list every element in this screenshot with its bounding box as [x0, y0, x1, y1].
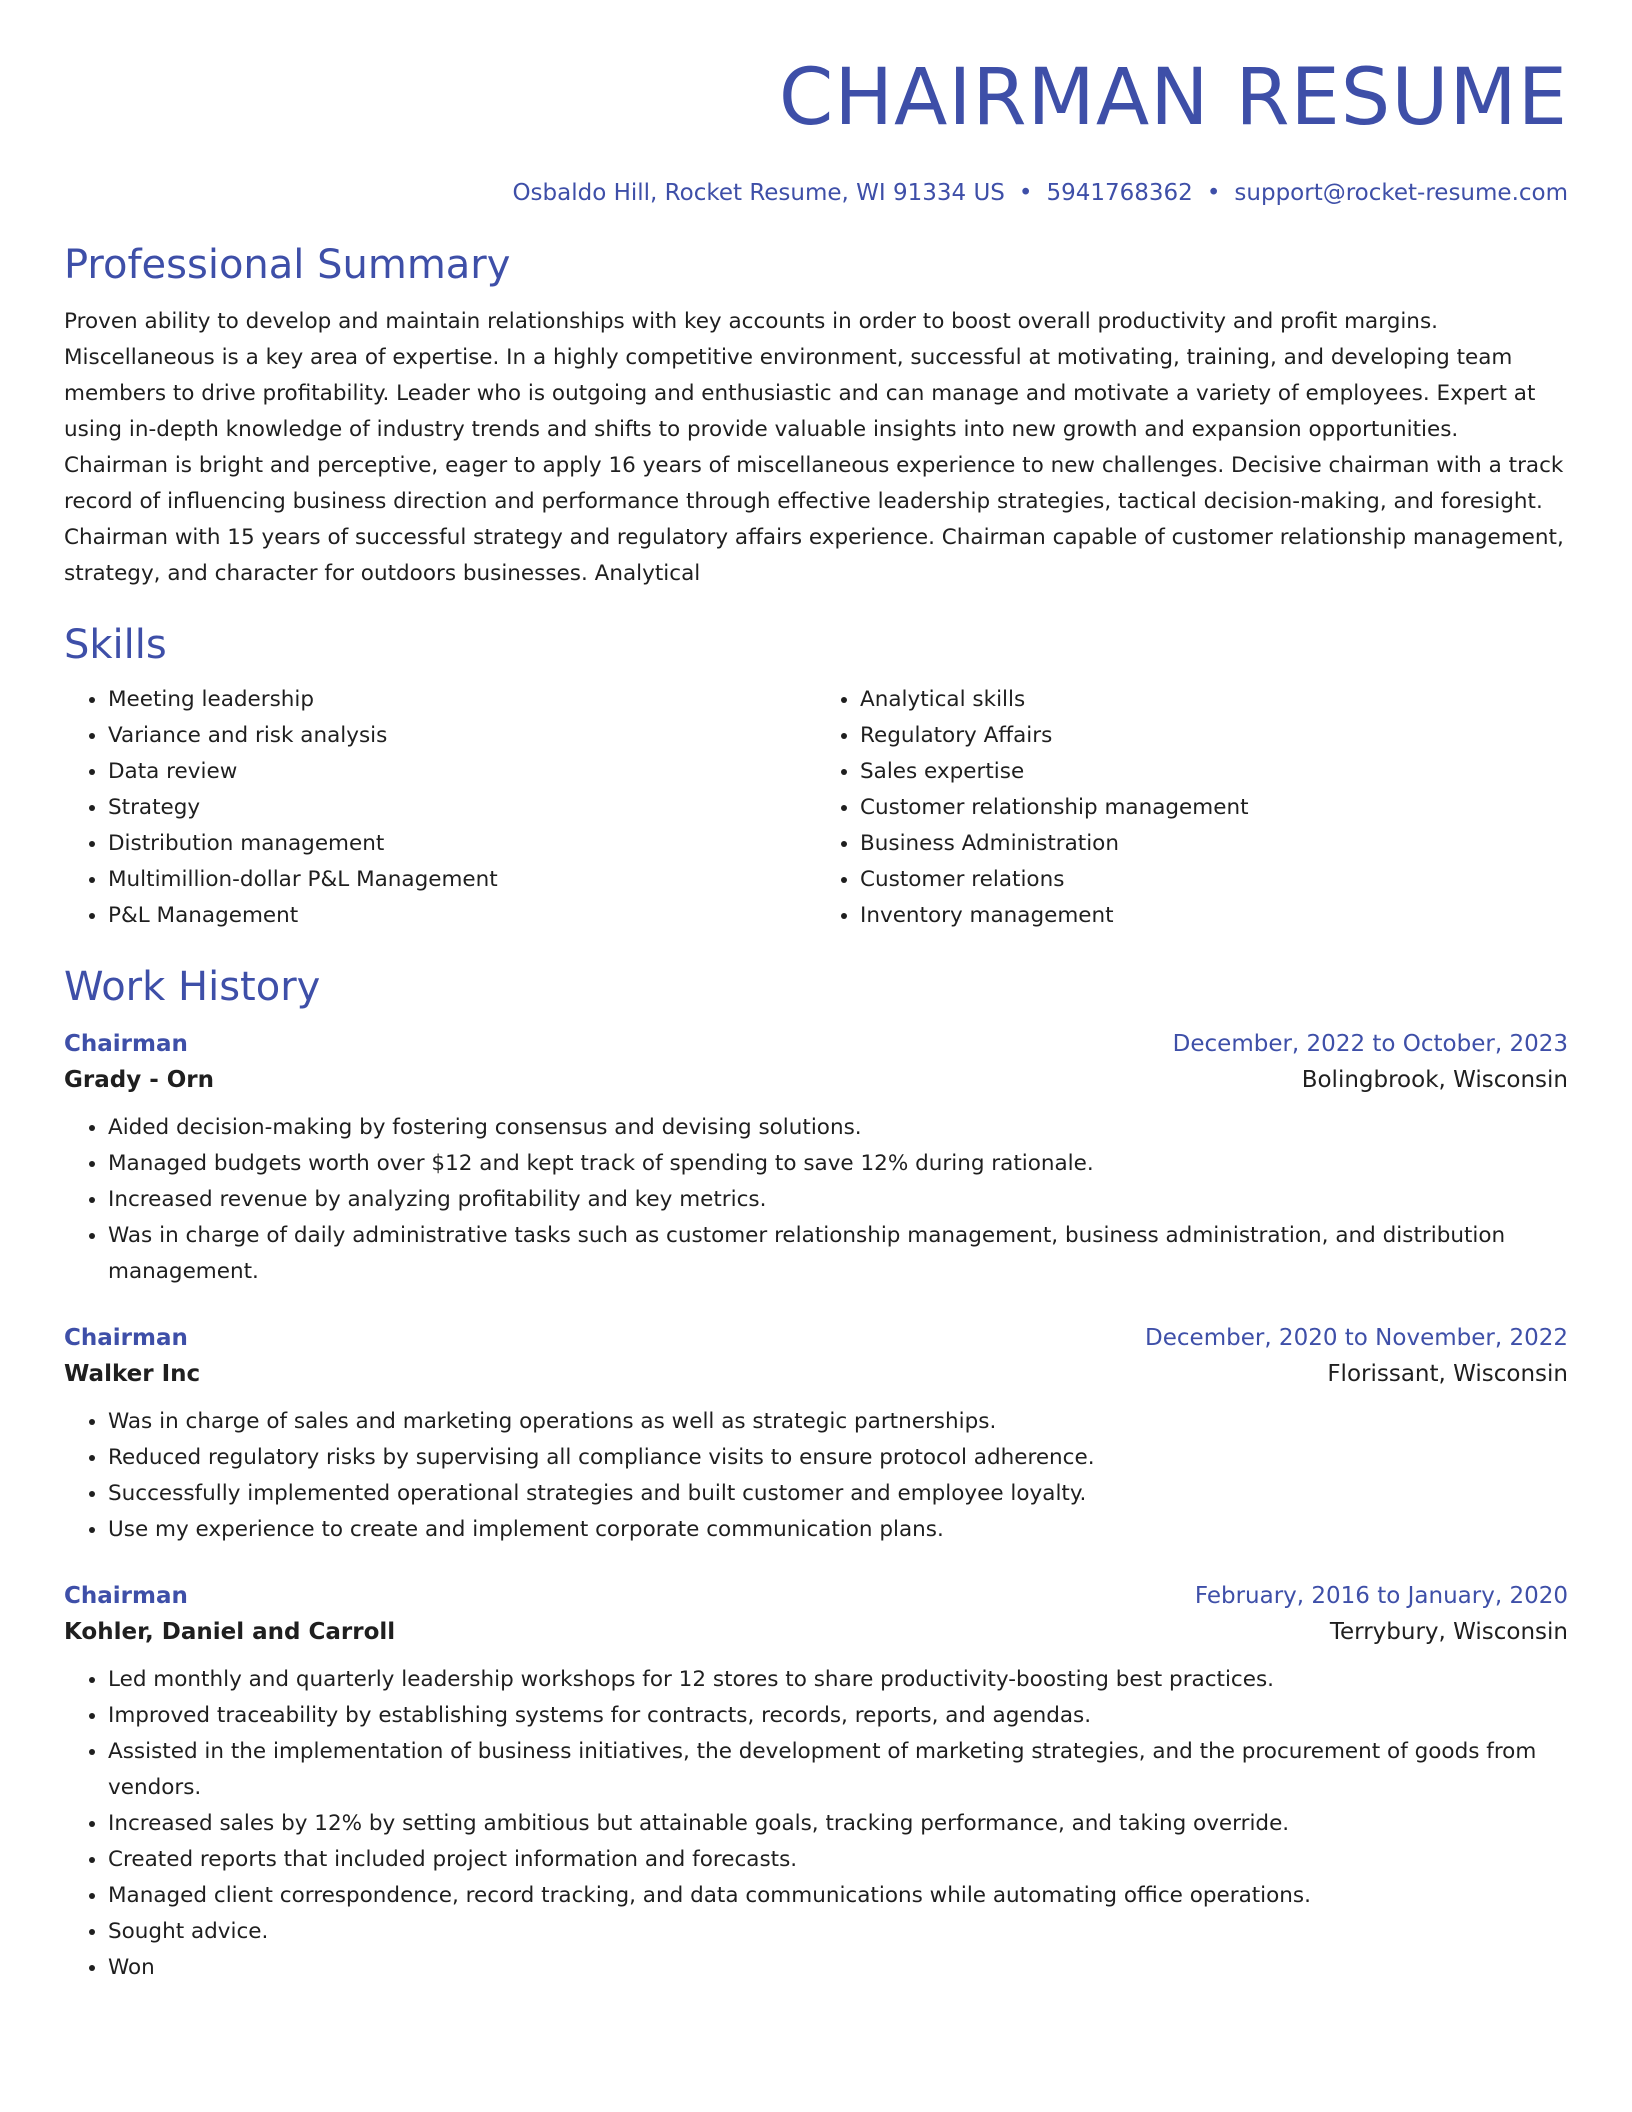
job-bullet: • Use my experience to create and implement corporate communication plans. — [108, 1512, 1568, 1548]
skill-item: • Meeting leadership — [108, 682, 816, 718]
job-bullet: • Was in charge of daily administrative tasks such as customer relationship management, business administration, and distribution management. — [108, 1218, 1568, 1290]
contact-separator: • — [1206, 180, 1221, 206]
skill-item: • Data review — [108, 754, 816, 790]
job-bullets — [64, 1662, 1568, 1986]
contact-line — [64, 178, 1568, 208]
job-company: Grady - Orn — [64, 1067, 215, 1093]
job-company-row — [64, 1614, 1568, 1650]
skill-item: • Sales expertise — [860, 754, 1568, 790]
job-bullet: • Reduced regulatory risks by supervising all compliance visits to ensure protocol adherence. — [108, 1440, 1568, 1476]
job-location: Florissant, Wisconsin — [1327, 1361, 1568, 1387]
job-entry — [64, 1578, 1568, 1986]
job-entry — [64, 1320, 1568, 1548]
skill-item: • Distribution management — [108, 826, 816, 862]
work-history-heading: Work History — [64, 964, 321, 1010]
contact-email: support@rocket-resume.com — [1234, 180, 1568, 206]
resume-title: CHAIRMAN RESUME — [778, 53, 1568, 143]
job-bullet: • Sought advice. — [108, 1914, 1568, 1950]
skills-column-right — [816, 682, 1568, 934]
job-entry — [64, 1026, 1568, 1290]
job-bullet: • Managed budgets worth over $12 and kept track of spending to save 12% during rationale. — [108, 1146, 1568, 1182]
contact-separator: • — [1018, 180, 1033, 206]
skill-item: • Customer relations — [860, 862, 1568, 898]
job-bullets — [64, 1404, 1568, 1548]
summary-text: Proven ability to develop and maintain relationships with key accounts in order to boost overall productivity and profit margins. Miscellaneous is a key area of expertise. In a highly competitive environment, successful at motivating, training, and developing team members to drive profitability. Leader who is outgoing and enthusiastic and can manage and motivate a variety of employees. Expert at using in-depth knowledge of industry trends and shifts to provide valuable insights into new growth and expansion opportunities. Chairman is bright and perceptive, eager to apply 16 years of miscellaneous experience to new challenges. Decisive chairman with a track record of influencing business direction and performance through effective leadership strategies, tactical decision-making, and foresight. Chairman with 15 years of successful strategy and regulatory affairs experience. Chairman capable of customer relationship management, strategy, and character for outdoors businesses. Analytical — [64, 309, 1564, 586]
job-bullet: • Increased sales by 12% by setting ambitious but attainable goals, tracking performance, and taking override. — [108, 1806, 1568, 1842]
job-bullet: • Successfully implemented operational strategies and built customer and employee loyalty. — [108, 1476, 1568, 1512]
contact-phone: 5941768362 — [1046, 180, 1193, 206]
skill-item: • Regulatory Affairs — [860, 718, 1568, 754]
job-bullets — [64, 1110, 1568, 1290]
job-dates: December, 2020 to November, 2022 — [1145, 1325, 1568, 1351]
job-bullet: • Won — [108, 1950, 1568, 1986]
skills-heading: Skills — [64, 622, 167, 668]
skill-item: • Inventory management — [860, 898, 1568, 934]
job-bullet: • Assisted in the implementation of business initiatives, the development of marketing strategies, and the procurement of goods from vendors. — [108, 1734, 1568, 1806]
job-header-row — [64, 1578, 1568, 1614]
job-bullet: • Created reports that included project information and forecasts. — [108, 1842, 1568, 1878]
skill-item: • Multimillion-dollar P&L Management — [108, 862, 816, 898]
job-location: Bolingbrook, Wisconsin — [1301, 1067, 1568, 1093]
job-header-row — [64, 1320, 1568, 1356]
job-role: Chairman — [64, 1031, 188, 1057]
skill-item: • P&L Management — [108, 898, 816, 934]
skill-item: • Variance and risk analysis — [108, 718, 816, 754]
skills-column-left — [64, 682, 816, 934]
job-company: Walker Inc — [64, 1361, 201, 1387]
job-bullet: • Improved traceability by establishing systems for contracts, records, reports, and agendas. — [108, 1698, 1568, 1734]
job-bullet: • Led monthly and quarterly leadership workshops for 12 stores to share productivity-boosting best practices. — [108, 1662, 1568, 1698]
job-header-row — [64, 1026, 1568, 1062]
skills-list — [64, 682, 1568, 934]
job-company: Kohler, Daniel and Carroll — [64, 1619, 396, 1645]
skill-item: • Strategy — [108, 790, 816, 826]
job-company-row — [64, 1356, 1568, 1392]
job-dates: February, 2016 to January, 2020 — [1194, 1583, 1568, 1609]
skill-item: • Analytical skills — [860, 682, 1568, 718]
job-role: Chairman — [64, 1325, 188, 1351]
job-dates: December, 2022 to October, 2023 — [1172, 1031, 1568, 1057]
job-bullet: • Was in charge of sales and marketing operations as well as strategic partnerships. — [108, 1404, 1568, 1440]
job-role: Chairman — [64, 1583, 188, 1609]
job-bullet: • Managed client correspondence, record tracking, and data communications while automating office operations. — [108, 1878, 1568, 1914]
contact-address: Osbaldo Hill, Rocket Resume, WI 91334 US — [512, 180, 1005, 206]
work-history-list — [64, 1026, 1568, 1986]
skill-item: • Customer relationship management — [860, 790, 1568, 826]
job-bullet: • Aided decision-making by fostering consensus and devising solutions. — [108, 1110, 1568, 1146]
job-bullet: • Increased revenue by analyzing profitability and key metrics. — [108, 1182, 1568, 1218]
job-company-row — [64, 1062, 1568, 1098]
summary-heading: Professional Summary — [64, 242, 511, 288]
job-location: Terrybury, Wisconsin — [1329, 1619, 1568, 1645]
skill-item: • Business Administration — [860, 826, 1568, 862]
resume-header — [64, 50, 1568, 208]
